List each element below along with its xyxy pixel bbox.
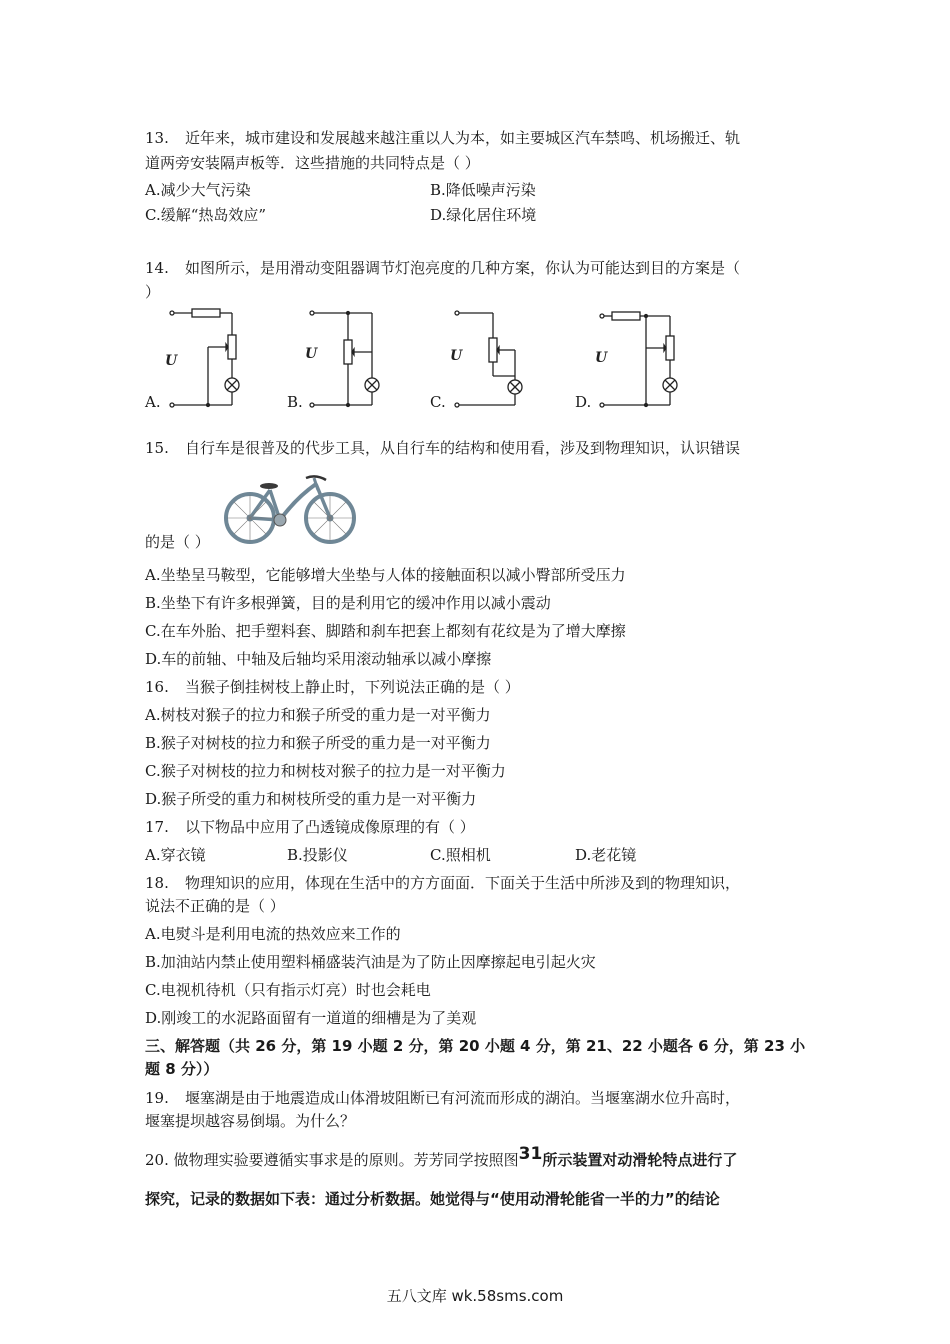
q16-option-b: B.猴子对树枝的拉力和猴子所受的重力是一对平衡力 (145, 734, 491, 752)
q15-line2: 的是（ ） (145, 533, 210, 551)
q18-option-a: A.电熨斗是利用电流的热效应来工作的 (145, 925, 401, 943)
circuit-a-label: A. (145, 393, 161, 411)
circuit-c-u-label: U (450, 348, 463, 364)
q13-line1: 13. 近年来，城市建设和发展越来越注重以人为本，如主要城区汽车禁鸣、机场搬迁、轨 (145, 129, 741, 147)
q15-option-d: D.车的前轴、中轴及后轴均采用滚动轴承以减小摩擦 (145, 650, 492, 668)
circuit-c-diagram (445, 300, 535, 415)
circuit-b-u-label: U (305, 346, 318, 362)
circuit-d-u-label: U (595, 350, 608, 366)
q14-line2: ） (145, 283, 161, 301)
q14-line1: 14. 如图所示，是用滑动变阻器调节灯泡亮度的几种方案，你认为可能达到目的方案是（ (145, 259, 741, 277)
q18-option-b: B.加油站内禁止使用塑料桶盛装汽油是为了防止因摩擦起电引起火灾 (145, 953, 596, 971)
q13-option-b: B.降低噪声污染 (430, 181, 536, 199)
q19-line1: 19. 堰塞湖是由于地震造成山体滑坡阻断已有河流而形成的湖泊。当堰塞湖水位升高时， (145, 1089, 741, 1107)
q17-line1: 17. 以下物品中应用了凸透镜成像原理的有（ ） (145, 818, 475, 836)
circuit-b-diagram (300, 300, 390, 415)
bicycle-image (218, 468, 363, 548)
q16-option-a: A.树枝对猴子的拉力和猴子所受的重力是一对平衡力 (145, 706, 491, 724)
q16-option-d: D.猴子所受的重力和树枝所受的重力是一对平衡力 (145, 790, 477, 808)
q18-option-c: C.电视机待机（只有指示灯亮）时也会耗电 (145, 981, 431, 999)
q17-option-d: D.老花镜 (575, 846, 637, 864)
q16-line1: 16. 当猴子倒挂树枝上静止时，下列说法正确的是（ ） (145, 678, 520, 696)
section3-heading-line1: 三、解答题（共 26 分，第 19 小题 2 分，第 20 小题 4 分，第 21、22 小题各 6 分，第 23 小 (145, 1037, 806, 1055)
q15-option-b: B.坐垫下有许多根弹簧，目的是利用它的缓冲作用以减小震动 (145, 594, 551, 612)
q19-line2: 堰塞提坝越容易倒塌。为什么？ (145, 1112, 356, 1130)
q15-option-c: C.在车外胎、把手塑料套、脚踏和刹车把套上都刻有花纹是为了增大摩擦 (145, 622, 626, 640)
circuit-a-diagram (160, 300, 250, 415)
q17-option-c: C.照相机 (430, 846, 491, 864)
circuit-c-label: C. (430, 393, 446, 411)
q20-line2: 探究，记录的数据如下表：通过分析数据。她觉得与“使用动滑轮能省一半的力”的结论 (145, 1190, 720, 1208)
q13-option-a: A.减少大气污染 (145, 181, 251, 199)
q18-line1: 18. 物理知识的应用，体现在生活中的方方面面．下面关于生活中所涉及到的物理知识， (145, 874, 741, 892)
circuit-b-label: B. (287, 393, 303, 411)
q18-option-d: D.刚竣工的水泥路面留有一道道的细槽是为了美观 (145, 1009, 477, 1027)
footer-watermark: 五八文库 wk.58sms.com (386, 1287, 564, 1305)
q16-option-c: C.猴子对树枝的拉力和树枝对猴子的拉力是一对平衡力 (145, 762, 506, 780)
q15-line1: 15. 自行车是很普及的代步工具，从自行车的结构和使用看，涉及到物理知识，认识错误 (145, 439, 741, 457)
q13-option-d: D.绿化居住环境 (430, 206, 537, 224)
section3-heading-line2: 题 8 分）） (145, 1060, 219, 1078)
q17-option-a: A.穿衣镜 (145, 846, 206, 864)
q18-line2: 说法不正确的是（ ） (145, 897, 285, 915)
q20-line1: 20. 做物理实验要遵循实事求是的原则。芳芳同学按照图31所示装置对动滑轮特点进行了 (145, 1144, 738, 1169)
circuit-d-label: D. (575, 393, 592, 411)
circuit-a-u-label: U (165, 353, 178, 369)
q20-figure-ref: 31 (518, 1144, 543, 1164)
circuit-d-diagram (590, 300, 685, 415)
q13-line2: 道两旁安装隔声板等．这些措施的共同特点是（ ） (145, 154, 480, 172)
q17-option-b: B.投影仪 (287, 846, 348, 864)
q15-option-a: A.坐垫呈马鞍型，它能够增大坐垫与人体的接触面积以减小臀部所受压力 (145, 566, 626, 584)
q13-option-c: C.缓解“热岛效应” (145, 206, 267, 224)
